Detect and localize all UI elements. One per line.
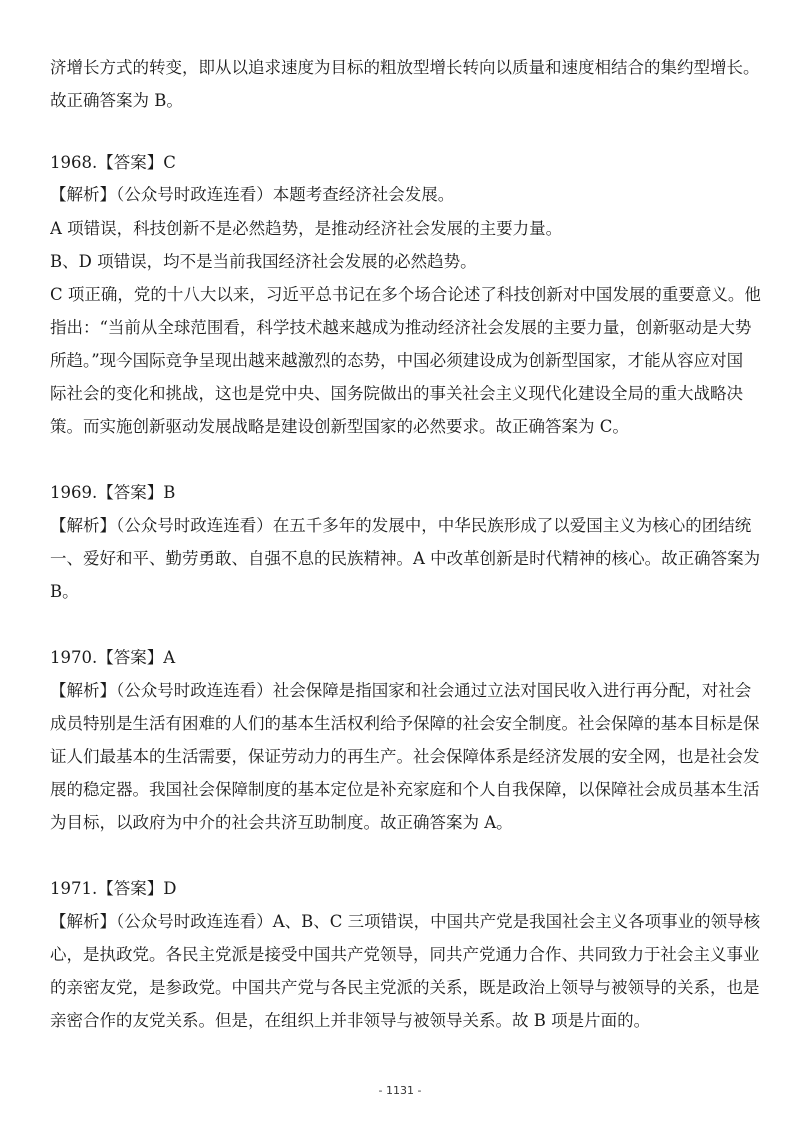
analysis-line: 成员特别是生活有困难的人们的基本生活权利给予保障的社会安全制度。社会保障的基本目标是保 bbox=[50, 714, 760, 733]
analysis-line: 【解析】（公众号时政连连看）A、B、C 三项错误，中国共产党是我国社会主义各项事业的领导核 bbox=[50, 912, 761, 931]
analysis-line: 展的稳定器。我国社会保障制度的基本定位是补充家庭和个人自我保障，以保障社会成员基本生活 bbox=[50, 780, 760, 799]
analysis-line: 【解析】（公众号时政连连看）在五千多年的发展中，中华民族形成了以爱国主义为核心的团结统 bbox=[50, 516, 752, 535]
analysis-line: 策。而实施创新驱动发展战略是建设创新型国家的必然要求。故正确答案为 C。 bbox=[50, 417, 629, 436]
analysis-line: 际社会的变化和挑战，这也是党中央、国务院做出的事关社会主义现代化建设全局的重大战略决 bbox=[50, 384, 743, 403]
analysis-line: 指出：“当前从全球范围看，科学技术越来越成为推动经济社会发展的主要力量，创新驱动是大势 bbox=[50, 318, 752, 337]
page-number: - 1131 - bbox=[378, 1084, 422, 1097]
analysis-line: 证人们最基本的生活需要，保证劳动力的再生产。社会保障体系是经济发展的安全网，也是社会发 bbox=[50, 747, 760, 766]
intro-line-2: 故正确答案为 B。 bbox=[50, 91, 183, 110]
analysis-line: 的亲密友党，是参政党。中国共产党与各民主党派的关系，既是政治上领导与被领导的关系，也是 bbox=[50, 978, 760, 997]
analysis-line: 心，是执政党。各民主党派是接受中国共产党领导，同共产党通力合作、共同致力于社会主义事业 bbox=[50, 945, 760, 964]
answer-header-1968: 1968.【答案】C bbox=[50, 153, 176, 172]
answer-header-1969: 1969.【答案】B bbox=[50, 483, 176, 502]
analysis-line: 为目标，以政府为中介的社会共济互助制度。故正确答案为 A。 bbox=[50, 813, 513, 832]
answer-header-1971: 1971.【答案】D bbox=[50, 879, 177, 898]
analysis-line: A 项错误，科技创新不是必然趋势，是推动经济社会发展的主要力量。 bbox=[50, 219, 563, 238]
analysis-line: 【解析】（公众号时政连连看）社会保障是指国家和社会通过立法对国民收入进行再分配，对社会 bbox=[50, 681, 752, 700]
analysis-line: 所趋。”现今国际竞争呈现出越来越激烈的态势，中国必须建设成为创新型国家，才能从容应对国 bbox=[50, 351, 744, 370]
answer-header-1970: 1970.【答案】A bbox=[50, 648, 176, 667]
intro-line-1: 济增长方式的转变，即从以追求速度为目标的粗放型增长转向以质量和速度相结合的集约型增长。 bbox=[50, 58, 760, 77]
analysis-line: 亲密合作的友党关系。但是，在组织上并非领导与被领导关系。故 B 项是片面的。 bbox=[50, 1011, 651, 1030]
analysis-line: 【解析】（公众号时政连连看）本题考查经济社会发展。 bbox=[50, 185, 455, 204]
analysis-line: 一、爱好和平、勤劳勇敢、自强不息的民族精神。A 中改革创新是时代精神的核心。故正确答案为 bbox=[50, 549, 761, 568]
analysis-line: C 项正确，党的十八大以来，习近平总书记在多个场合论述了科技创新对中国发展的重要意义。他 bbox=[50, 285, 761, 304]
analysis-line: B。 bbox=[50, 582, 79, 601]
analysis-line: B、D 项错误，均不是当前我国经济社会发展的必然趋势。 bbox=[50, 252, 477, 271]
